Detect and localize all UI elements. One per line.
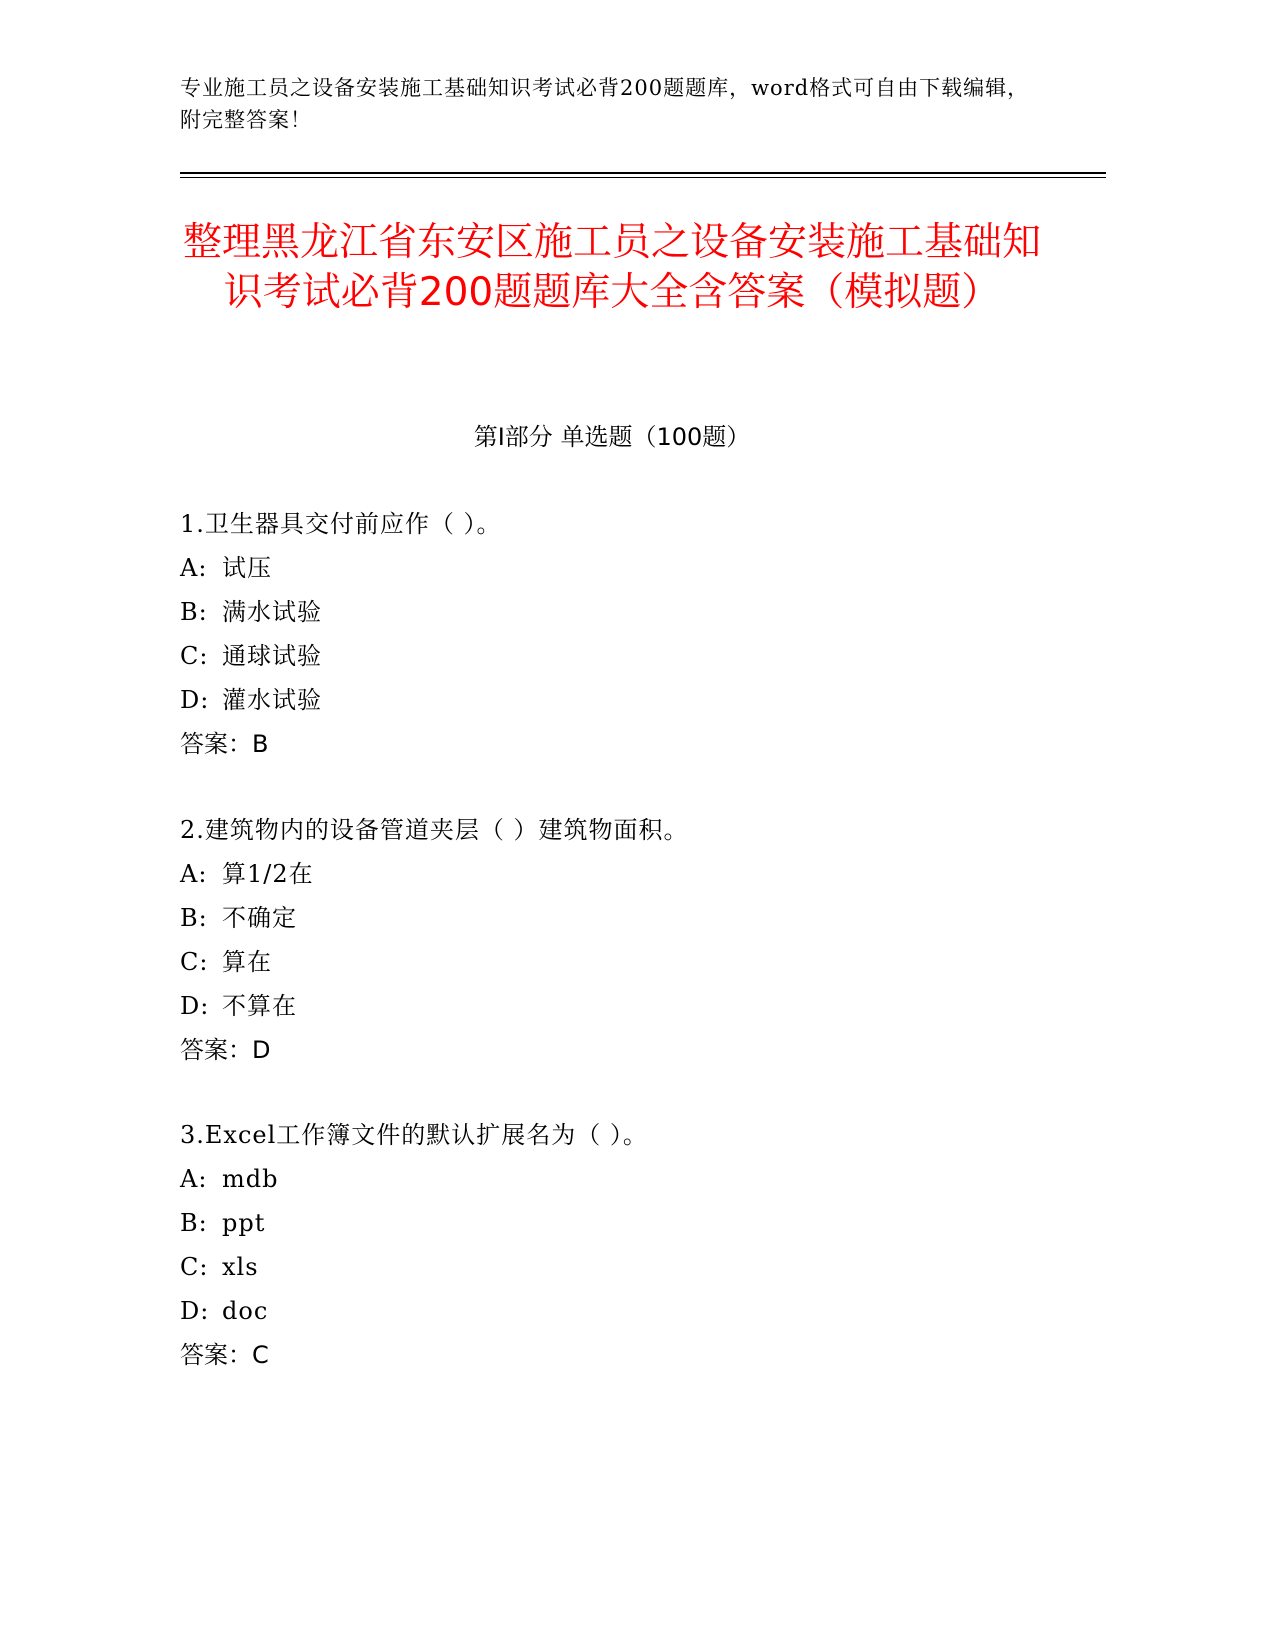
option-b (180, 590, 1080, 634)
option-a (180, 1157, 1080, 1201)
option-c (180, 634, 1080, 678)
option-letter: D: (180, 992, 210, 1020)
option-letter: A: (180, 554, 208, 582)
option-text: xls (222, 1253, 259, 1281)
option-letter: B: (180, 1209, 208, 1237)
option-letter: A: (180, 1165, 208, 1193)
option-letter: C: (180, 1253, 209, 1281)
header-divider-thin (180, 177, 1106, 178)
answer: 答案：B (180, 730, 269, 758)
option-text: ppt (222, 1209, 266, 1237)
option-letter: A: (180, 860, 208, 888)
option-text: doc (222, 1297, 269, 1325)
question-1 (180, 502, 1080, 766)
question-stem: 2.建筑物内的设备管道夹层（ ）建筑物面积。 (180, 816, 689, 844)
option-letter: C: (180, 642, 209, 670)
option-letter: B: (180, 598, 208, 626)
header-note: 专业施工员之设备安装施工基础知识考试必背200题题库，word格式可自由下载编辑，附完整答案！ (180, 76, 1030, 132)
option-letter: D: (180, 1297, 210, 1325)
option-c (180, 1245, 1080, 1289)
option-letter: C: (180, 948, 209, 976)
option-d (180, 1289, 1080, 1333)
option-text: 算在 (222, 948, 272, 976)
option-text: mdb (222, 1165, 279, 1193)
document-title: 整理黑龙江省东安区施工员之设备安装施工基础知识考试必背200题题库大全含答案（模拟题） (182, 220, 1041, 315)
answer: 答案：D (180, 1036, 271, 1064)
option-text: 不算在 (222, 992, 297, 1020)
option-d (180, 984, 1080, 1028)
option-text: 不确定 (222, 904, 297, 932)
option-text: 算1/2在 (222, 860, 314, 888)
option-a (180, 852, 1080, 896)
option-d (180, 678, 1080, 722)
option-letter: B: (180, 904, 208, 932)
option-b (180, 896, 1080, 940)
question-stem: 3.Excel工作簿文件的默认扩展名为（ ）。 (180, 1121, 648, 1149)
option-letter: D: (180, 686, 210, 714)
option-text: 灌水试验 (222, 686, 322, 714)
option-a (180, 546, 1080, 590)
header-divider-thick (180, 172, 1106, 174)
option-c (180, 940, 1080, 984)
question-stem: 1.卫生器具交付前应作（ ）。 (180, 510, 502, 538)
option-b (180, 1201, 1080, 1245)
option-text: 通球试验 (222, 642, 322, 670)
option-text: 满水试验 (222, 598, 322, 626)
answer: 答案：C (180, 1341, 269, 1369)
question-3 (180, 1113, 1080, 1377)
option-text: 试压 (222, 554, 272, 582)
section-title: 第Ⅰ部分 单选题（100题） (473, 423, 751, 451)
question-2 (180, 808, 1080, 1072)
